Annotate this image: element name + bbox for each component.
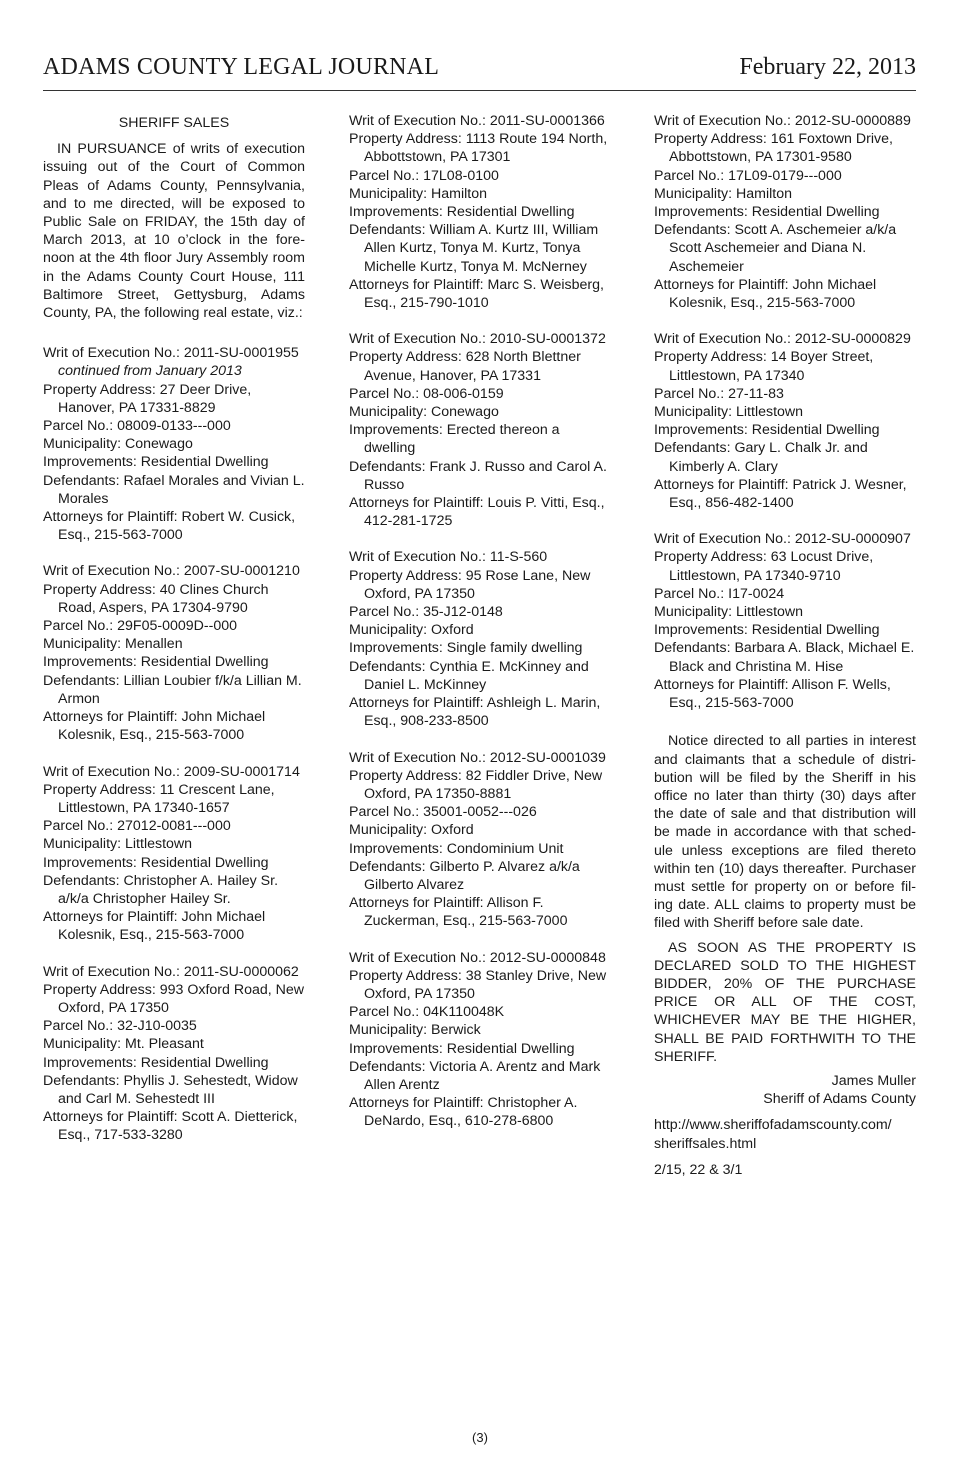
municipality-value: Hamilton <box>736 185 792 202</box>
writ-number-value: 2012-SU-0000829 <box>794 331 911 348</box>
writ-number-label: Writ of Execution No.: <box>349 749 486 766</box>
defendants-label: Defendants: <box>349 858 426 875</box>
parcel-number <box>349 385 611 403</box>
parcel-number-label: Parcel No.: <box>43 818 114 835</box>
parcel-number-value: 17L09-0179---000 <box>728 167 842 184</box>
property-address-value: 1113 Route 194 North, Abbottstown, PA 17301 <box>364 131 608 166</box>
defendants <box>349 858 611 894</box>
parcel-number <box>43 617 305 635</box>
attorneys-for-plaintiff <box>43 1108 305 1144</box>
municipality-value: Mt. Pleasant <box>125 1036 204 1053</box>
parcel-number-label: Parcel No.: <box>349 1004 420 1021</box>
property-address-label: Property Address: <box>43 981 156 998</box>
writ-entry <box>43 763 305 945</box>
municipality-value: Conewago <box>431 404 499 421</box>
improvements <box>43 653 305 671</box>
defendants-value: Lillian Loubier f/k/a Lillian M. Armon <box>58 672 302 707</box>
property-address-label: Property Address: <box>654 549 767 566</box>
attorneys-for-plaintiff <box>43 708 305 744</box>
property-address <box>43 381 305 417</box>
parcel-number-label: Parcel No.: <box>349 167 420 184</box>
property-address-value: 14 Boyer Street, Littlestown, PA 17340 <box>669 349 874 384</box>
property-address-value: 63 Locust Drive, Littlestown, PA 17340-9710 <box>669 549 874 584</box>
improvements-label: Improvements: <box>43 1054 137 1071</box>
parcel-number <box>654 385 916 403</box>
defendants-label: Defendants: <box>654 222 731 239</box>
parcel-number <box>654 585 916 603</box>
writ-number <box>43 763 305 781</box>
municipality-label: Municipality: <box>349 404 428 421</box>
improvements-value: Residential Dwelling <box>751 422 880 439</box>
parcel-number-label: Parcel No.: <box>349 804 420 821</box>
attorneys-for-plaintiff <box>349 694 611 730</box>
improvements <box>349 203 611 221</box>
parcel-number-value: 32-J10-0035 <box>117 1018 197 1035</box>
defendants-value: Frank J. Russo and Carol A. Russo <box>364 458 607 493</box>
defendants <box>43 1072 305 1108</box>
property-address-value: 82 Fiddler Drive, New Oxford, PA 17350-8881 <box>364 767 603 802</box>
municipality <box>349 621 611 639</box>
writ-number <box>349 949 611 967</box>
improvements-value: Residential Dwelling <box>140 854 269 871</box>
attorneys-for-plaintiff-label: Attorneys for Plaintiff: <box>43 909 178 926</box>
parcel-number <box>43 1017 305 1035</box>
writ-number-label: Writ of Execution No.: <box>43 763 180 780</box>
attorneys-for-plaintiff <box>654 676 916 712</box>
defendants-value: William A. Kurtz III, William Allen Kurtz, Tonya M. Kurtz, Tonya Michelle Kurtz, Tonya M. McNerney <box>364 222 599 275</box>
property-address <box>349 567 611 603</box>
improvements-label: Improvements: <box>349 204 443 221</box>
parcel-number-value: 27012-0081---000 <box>117 818 231 835</box>
attorneys-for-plaintiff-value: Marc S. Weisberg, Esq., 215-790-1010 <box>364 276 604 312</box>
improvements <box>349 639 611 657</box>
defendants-label: Defendants: <box>43 872 120 889</box>
writ-number-value: 2012-SU-0001039 <box>489 749 606 766</box>
property-address <box>349 767 611 803</box>
attorneys-for-plaintiff-value: Louis P. Vitti, Esq., 412-281-1725 <box>364 495 605 530</box>
improvements-label: Improvements: <box>654 422 748 439</box>
improvements-label: Improvements: <box>43 854 137 871</box>
defendants <box>654 221 916 276</box>
property-address-label: Property Address: <box>349 567 462 584</box>
property-address <box>654 130 916 166</box>
parcel-number-value: 35001-0052---026 <box>423 804 537 821</box>
writ-entry <box>43 562 305 744</box>
writ-entry <box>349 330 611 530</box>
attorneys-for-plaintiff-value: Patrick J. Wesner, Esq., 856-482-1400 <box>669 476 907 512</box>
writ-number-label: Writ of Execution No.: <box>43 963 180 980</box>
attorneys-for-plaintiff-value: John Michael Kolesnik, Esq., 215-563-7000 <box>669 276 877 312</box>
defendants-value: Victoria A. Arentz and Mark Allen Arentz <box>364 1058 601 1093</box>
improvements <box>349 421 611 457</box>
municipality-value: Menallen <box>125 636 183 653</box>
attorneys-for-plaintiff-value: Ashleigh L. Marin, Esq., 908-233-8500 <box>364 695 601 730</box>
attorneys-for-plaintiff-value: Robert W. Cusick, Esq., 215-563-7000 <box>58 509 296 544</box>
parcel-number-label: Parcel No.: <box>349 604 420 621</box>
defendants <box>43 872 305 908</box>
writ-number <box>43 344 305 380</box>
improvements-label: Improvements: <box>349 422 443 439</box>
writ-number-label: Writ of Execution No.: <box>349 331 486 348</box>
attorneys-for-plaintiff-value: Scott A. Dietterick, Esq., 717-533-3280 <box>58 1109 298 1144</box>
defendants-label: Defendants: <box>43 1072 120 1089</box>
improvements-value: Residential Dwelling <box>751 622 880 639</box>
writ-number-value: 2011-SU-0000062 <box>183 963 299 980</box>
attorneys-for-plaintiff-label: Attorneys for Plaintiff: <box>349 1095 484 1112</box>
improvements-label: Improvements: <box>349 1040 443 1057</box>
attorneys-for-plaintiff <box>654 476 916 512</box>
writ-number-label: Writ of Execution No.: <box>43 345 180 362</box>
defendants <box>349 221 611 276</box>
property-address <box>43 581 305 617</box>
improvements-value: Residential Dwelling <box>446 204 575 221</box>
defendants-value: Christopher A. Hailey Sr. a/k/a Christopher Hailey Sr. <box>58 872 279 907</box>
defendants-value: Scott A. Aschemeier a/k/a Scott Aschemeier and Diana N. Aschemeier <box>669 222 897 275</box>
writ-entry <box>43 963 305 1145</box>
attorneys-for-plaintiff-label: Attorneys for Plaintiff: <box>349 695 484 712</box>
writ-number-value: 11-S-560 <box>489 549 548 566</box>
defendants-value: Barbara A. Black, Michael E. Black and Christina M. Hise <box>669 640 915 675</box>
attorneys-for-plaintiff <box>349 1094 611 1130</box>
parcel-number-label: Parcel No.: <box>654 385 725 402</box>
writ-number-value: 2009-SU-0001714 <box>183 763 300 780</box>
property-address <box>43 781 305 817</box>
writ-number-value: 2011-SU-0001955 <box>183 345 299 362</box>
property-address-label: Property Address: <box>349 349 462 366</box>
writ-number <box>654 112 916 130</box>
defendants-label: Defendants: <box>43 472 120 489</box>
municipality-value: Conewago <box>125 436 193 453</box>
improvements-value: Residential Dwelling <box>140 1054 269 1071</box>
parcel-number-value: 27-11-83 <box>728 385 784 402</box>
municipality-value: Oxford <box>431 622 474 639</box>
property-address-label: Property Address: <box>654 131 767 148</box>
municipality-label: Municipality: <box>43 436 122 453</box>
parcel-number-label: Parcel No.: <box>43 418 114 435</box>
page-header <box>43 54 916 91</box>
parcel-number-value: 35-J12-0148 <box>423 604 503 621</box>
municipality <box>349 1021 611 1039</box>
defendants <box>349 1058 611 1094</box>
improvements-value: Erected thereon a dwelling <box>364 422 560 457</box>
writ-entry <box>349 949 611 1131</box>
improvements <box>43 854 305 872</box>
writ-entry <box>349 112 611 312</box>
property-address-label: Property Address: <box>349 967 462 984</box>
improvements <box>654 203 916 221</box>
writ-number-label: Writ of Execution No.: <box>349 113 486 129</box>
municipality <box>654 185 916 203</box>
property-address-value: 628 North Blettner Avenue, Hanover, PA 17331 <box>364 349 581 384</box>
notice-caps-paragraph: AS SOON AS THE PROPERTY IS DECLARED SOLD TO THE HIGHEST BIDDER, 20% OF THE PURCHASE PRICE OR ALL OF THE COST, WHICHEVER MAY BE THE HIGHER, SHALL BE PAID FORTHWITH TO THE SHERIFF. <box>654 939 916 1065</box>
attorneys-for-plaintiff <box>654 276 916 312</box>
attorneys-for-plaintiff-value: Christopher A. DeNardo, Esq., 610-278-6800 <box>364 1095 578 1130</box>
parcel-number <box>349 1003 611 1021</box>
notice-paragraph: Notice directed to all parties in interest and claimants that a schedule of distri-bution will be filed by the Sheriff in his office no later than thirty (30) days after the date of sale and that distribution will be made in accordance with that sched-ule unless exceptions are filed thereto within ten (10) days thereafter. Purchaser must settle for property on or before fil-ing date. ALL claims to property must be filed with Sheriff before sale date. <box>654 733 916 932</box>
notice-block <box>654 732 916 1179</box>
defendants <box>654 639 916 675</box>
improvements-value: Residential Dwelling <box>751 204 880 221</box>
parcel-number <box>43 417 305 435</box>
writ-number-value: 2011-SU-0001366 <box>489 113 605 129</box>
writ-number <box>654 330 916 348</box>
intro-paragraph: IN PURSUANCE of writs of execution issuing out of the Court of Common Pleas of Adams County, Pennsylvania, and to me directed, will be exposed to Public Sale on FRIDAY, the 15th day of March 2013, at 10 o’clock in the fore-noon at the 4th floor Jury Assembly room in the Adams County Court House, 111 Baltimore Street, Gettysburg, Adams County, PA, the following real estate, viz.: <box>43 141 305 322</box>
property-address <box>43 981 305 1017</box>
municipality <box>43 1035 305 1053</box>
writ-number-value: 2012-SU-0000848 <box>489 949 606 966</box>
improvements <box>349 840 611 858</box>
attorneys-for-plaintiff-label: Attorneys for Plaintiff: <box>43 509 178 526</box>
defendants-value: Rafael Morales and Vivian L. Morales <box>58 472 305 507</box>
page-number: (3) <box>472 1430 488 1445</box>
writ-number-label: Writ of Execution No.: <box>349 549 486 566</box>
writ-number <box>349 548 611 566</box>
improvements-label: Improvements: <box>43 654 137 671</box>
property-address-label: Property Address: <box>43 781 156 798</box>
defendants <box>349 458 611 494</box>
defendants-value: Gilberto P. Alvarez a/k/a Gilberto Alvarez <box>364 858 580 893</box>
improvements <box>654 421 916 439</box>
attorneys-for-plaintiff <box>43 508 305 544</box>
column-3-writs <box>654 112 916 712</box>
attorneys-for-plaintiff-label: Attorneys for Plaintiff: <box>654 676 789 693</box>
municipality <box>43 835 305 853</box>
parcel-number <box>349 603 611 621</box>
attorneys-for-plaintiff-label: Attorneys for Plaintiff: <box>654 476 789 493</box>
attorneys-for-plaintiff-value: John Michael Kolesnik, Esq., 215-563-7000 <box>58 709 266 744</box>
writ-number <box>349 112 611 130</box>
improvements <box>43 1054 305 1072</box>
improvements-value: Condominium Unit <box>446 840 564 857</box>
defendants-label: Defendants: <box>43 672 120 689</box>
run-dates: 2/15, 22 & 3/1 <box>654 1161 743 1178</box>
writ-entry <box>349 749 611 931</box>
parcel-number-label: Parcel No.: <box>349 385 420 402</box>
writ-number-label: Writ of Execution No.: <box>654 531 791 548</box>
property-address <box>349 967 611 1003</box>
writ-number-label: Writ of Execution No.: <box>654 113 791 129</box>
municipality-value: Littlestown <box>736 404 804 421</box>
improvements <box>349 1040 611 1058</box>
intro-block <box>43 114 305 322</box>
improvements-value: Residential Dwelling <box>140 454 269 471</box>
municipality-label: Municipality: <box>349 185 428 202</box>
improvements-label: Improvements: <box>43 454 137 471</box>
municipality-value: Hamilton <box>431 185 487 202</box>
attorneys-for-plaintiff-value: John Michael Kolesnik, Esq., 215-563-7000 <box>58 909 266 944</box>
municipality <box>654 603 916 621</box>
parcel-number-value: 08-006-0159 <box>423 385 504 402</box>
improvements <box>43 453 305 471</box>
municipality-label: Municipality: <box>349 622 428 639</box>
writ-number-label: Writ of Execution No.: <box>654 331 791 348</box>
defendants-label: Defendants: <box>349 222 426 239</box>
municipality-label: Municipality: <box>654 185 733 202</box>
property-address-label: Property Address: <box>43 581 156 598</box>
parcel-number <box>349 803 611 821</box>
signer-name: James Muller <box>831 1072 916 1089</box>
property-address-label: Property Address: <box>654 349 767 366</box>
municipality-value: Oxford <box>431 822 474 839</box>
defendants <box>349 658 611 694</box>
writ-number <box>43 963 305 981</box>
defendants <box>43 472 305 508</box>
improvements-label: Improvements: <box>654 622 748 639</box>
defendants <box>43 672 305 708</box>
writ-number-value: 2012-SU-0000889 <box>794 113 911 129</box>
parcel-number-value: 08009-0133---000 <box>117 418 231 435</box>
writ-number <box>654 530 916 548</box>
writ-entry <box>349 548 611 730</box>
writ-note: continued from January 2013 <box>58 363 242 380</box>
defendants <box>654 439 916 475</box>
municipality-label: Municipality: <box>654 604 733 621</box>
writ-entry <box>654 530 916 712</box>
writ-number-value: 2007-SU-0001210 <box>183 563 300 580</box>
municipality-label: Municipality: <box>349 822 428 839</box>
writ-number <box>43 562 305 580</box>
parcel-number-value: I17-0024 <box>728 585 785 602</box>
property-address <box>349 130 611 166</box>
section-title: SHERIFF SALES <box>118 115 230 131</box>
attorneys-for-plaintiff-label: Attorneys for Plaintiff: <box>654 276 789 293</box>
property-address <box>654 548 916 584</box>
attorneys-for-plaintiff-label: Attorneys for Plaintiff: <box>349 895 484 912</box>
municipality <box>349 821 611 839</box>
property-address-value: 11 Crescent Lane, Littlestown, PA 17340-1657 <box>58 781 275 816</box>
attorneys-for-plaintiff-label: Attorneys for Plaintiff: <box>349 276 484 293</box>
parcel-number-value: 04K110048K <box>423 1004 505 1021</box>
defendants-label: Defendants: <box>349 458 426 475</box>
parcel-number-label: Parcel No.: <box>43 618 114 635</box>
municipality-value: Berwick <box>431 1022 481 1039</box>
column-1 <box>43 112 305 1145</box>
property-address-value: 27 Deer Drive, Hanover, PA 17331-8829 <box>58 381 252 416</box>
column-2 <box>349 112 611 1131</box>
municipality <box>654 403 916 421</box>
signer-title: Sheriff of Adams County <box>763 1091 916 1108</box>
municipality <box>43 435 305 453</box>
municipality-value: Littlestown <box>736 604 804 621</box>
municipality-label: Municipality: <box>349 1022 428 1039</box>
improvements-label: Improvements: <box>349 640 443 657</box>
attorneys-for-plaintiff-label: Attorneys for Plaintiff: <box>43 1109 178 1126</box>
municipality-value: Littlestown <box>125 836 193 853</box>
municipality-label: Municipality: <box>43 1036 122 1053</box>
writ-number-label: Writ of Execution No.: <box>43 563 180 580</box>
attorneys-for-plaintiff <box>43 908 305 944</box>
municipality <box>349 185 611 203</box>
improvements <box>654 621 916 639</box>
defendants-label: Defendants: <box>349 1058 426 1075</box>
attorneys-for-plaintiff-label: Attorneys for Plaintiff: <box>43 709 178 726</box>
improvements-value: Single family dwelling <box>446 640 583 657</box>
property-address-value: 95 Rose Lane, New Oxford, PA 17350 <box>364 567 591 602</box>
attorneys-for-plaintiff-label: Attorneys for Plaintiff: <box>349 495 484 512</box>
writ-entry <box>43 344 305 544</box>
defendants-value: Cynthia E. McKinney and Daniel L. McKinney <box>364 658 589 693</box>
property-address <box>654 348 916 384</box>
column-3 <box>654 112 916 1179</box>
improvements-label: Improvements: <box>349 840 443 857</box>
attorneys-for-plaintiff <box>349 894 611 930</box>
property-address-value: 161 Foxtown Drive, Abbottstown, PA 17301-9580 <box>669 131 893 166</box>
writ-number-value: 2010-SU-0001372 <box>489 331 606 348</box>
defendants-label: Defendants: <box>654 440 731 457</box>
defendants-label: Defendants: <box>349 658 426 675</box>
property-address-label: Property Address: <box>349 767 462 784</box>
improvements-label: Improvements: <box>654 204 748 221</box>
parcel-number <box>654 167 916 185</box>
defendants-label: Defendants: <box>654 640 731 657</box>
writ-number-label: Writ of Execution No.: <box>349 949 486 966</box>
parcel-number-label: Parcel No.: <box>654 167 725 184</box>
defendants-value: Phyllis J. Sehestedt, Widow and Carl M. Sehestedt III <box>58 1072 298 1107</box>
property-address-value: 993 Oxford Road, New Oxford, PA 17350 <box>58 981 305 1016</box>
attorneys-for-plaintiff <box>349 276 611 312</box>
municipality-label: Municipality: <box>43 636 122 653</box>
parcel-number-label: Parcel No.: <box>654 585 725 602</box>
municipality-label: Municipality: <box>43 836 122 853</box>
writ-entry <box>654 112 916 312</box>
parcel-number-value: 17L08-0100 <box>423 167 499 184</box>
property-address-label: Property Address: <box>349 131 462 148</box>
parcel-number-value: 29F05-0009D--000 <box>117 618 238 635</box>
writ-entry <box>654 330 916 512</box>
attorneys-for-plaintiff-value: Allison F. Zuckerman, Esq., 215-563-7000 <box>364 895 568 930</box>
property-address <box>349 348 611 384</box>
property-address-value: 40 Clines Church Road, Aspers, PA 17304-9790 <box>58 581 269 616</box>
writ-number <box>349 330 611 348</box>
sheriff-sales-url[interactable]: http://www.sheriffofadamscounty.com/ sheriffsales.html <box>654 1117 892 1152</box>
writ-number <box>349 749 611 767</box>
municipality <box>349 403 611 421</box>
attorneys-for-plaintiff-value: Allison F. Wells, Esq., 215-563-7000 <box>669 676 891 712</box>
municipality-label: Municipality: <box>654 404 733 421</box>
parcel-number <box>349 167 611 185</box>
parcel-number <box>43 817 305 835</box>
writ-number-value: 2012-SU-0000907 <box>794 531 911 548</box>
municipality <box>43 635 305 653</box>
property-address-value: 38 Stanley Drive, New Oxford, PA 17350 <box>364 967 607 1002</box>
improvements-value: Residential Dwelling <box>446 1040 575 1057</box>
issue-date: February 22, 2013 <box>739 54 916 80</box>
journal-title: ADAMS COUNTY LEGAL JOURNAL <box>43 54 440 80</box>
defendants-value: Gary L. Chalk Jr. and Kimberly A. Clary <box>669 440 868 475</box>
parcel-number-label: Parcel No.: <box>43 1018 114 1035</box>
attorneys-for-plaintiff <box>349 494 611 530</box>
improvements-value: Residential Dwelling <box>140 654 269 671</box>
property-address-label: Property Address: <box>43 381 156 398</box>
